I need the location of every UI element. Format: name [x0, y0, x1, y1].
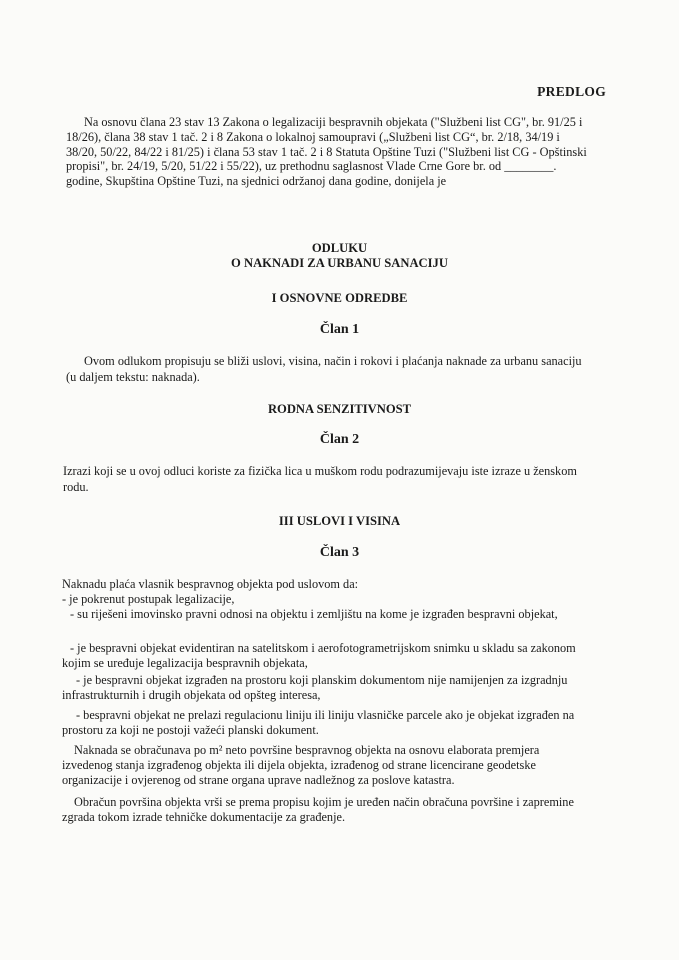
article-2-text: Izrazi koji se u ovoj odluci koriste za fizička lica u muškom rodu podrazumijevaju iste izraze u ženskom rodu. — [63, 464, 577, 494]
article-3-paragraph-3: Obračun površina objekta vrši se prema propisu kojim je uređen način obračuna površine i zapremine zgrada tokom izrade tehničke dokumentacije za građenje. — [62, 795, 574, 824]
decision-title: ODLUKU — [311, 241, 368, 255]
article-3-condition-3: - je bespravni objekat evidentiran na satelitskom i aerofotogrametrijskom snimku u skladu sa zakonom kojim se uređuje legalizacija bespravnih objekata, — [62, 641, 576, 670]
article-3-paragraph-2: Naknada se obračunava po m² neto površine bespravnog objekta na osnovu elaborata premjera izvedenog stanja izgrađenog objekta ili dijela objekta, izrađenog od strane licencirane geodetske organizacije i ovjerenog od strane organa uprave nadležnog za poslove katastra. — [62, 743, 540, 787]
document-label: PREDLOG — [537, 84, 606, 99]
preamble-paragraph: Na osnovu člana 23 stav 13 Zakona o legalizaciji bespravnih objekata ("Službeni list CG", br. 91/25 i 18/26), člana 38 stav 1 tač. 2 i 8 Zakona o lokalnoj samoupravi („Službeni list CG“, br. 2/18, 34/19 i 38/20, 50/22, 84/22 i 81/25) i člana 53 stav 1 tač. 2 i 8 Statuta Opštine Tuzi ("Službeni list CG - Opštinski propisi", br. 24/19, 5/20, 51/22 i 55/22), uz prethodnu saglasnost Vlade Crne Gore br. od ________. godine, Skupština Opštine Tuzi, na sjednici održanoj dana godine, donijela je — [66, 115, 587, 189]
article-heading-1: Član 1 — [319, 322, 360, 337]
article-3-condition-4: - je bespravni objekat izgrađen na prostoru koji planskim dokumentom nije namijenjen za izgradnju infrastrukturnih i drugih objekata od opšteg interesa, — [62, 673, 568, 702]
article-3-condition-1: - je pokrenut postupak legalizacije, — [62, 592, 235, 606]
section-heading-conditions: III USLOVI I VISINA — [278, 514, 401, 528]
article-heading-3: Član 3 — [319, 545, 360, 560]
decision-subtitle: O NAKNADI ZA URBANU SANACIJU — [231, 256, 448, 270]
article-3-intro: Naknadu plaća vlasnik bespravnog objekta pod uslovom da: — [62, 577, 359, 591]
article-1-text: Ovom odlukom propisuju se bliži uslovi, visina, način i rokovi i plaćanja naknade za urbanu sanaciju (u daljem tekstu: naknada). — [66, 354, 582, 384]
article-heading-2: Član 2 — [319, 432, 360, 447]
article-3-condition-2: - su riješeni imovinsko pravni odnosi na objektu i zemljištu na kome je izgrađen bespravni objekat, — [70, 607, 558, 621]
article-3-condition-5: - bespravni objekat ne prelazi regulacionu liniju ili liniju vlasničke parcele ako je objekat izgrađen na prostoru za koji ne postoji važeći planski dokument. — [62, 708, 575, 737]
section-heading-gender-sensitivity: RODNA SENZITIVNOST — [267, 402, 412, 416]
section-heading-basic-provisions: I OSNOVNE ODREDBE — [271, 291, 408, 305]
